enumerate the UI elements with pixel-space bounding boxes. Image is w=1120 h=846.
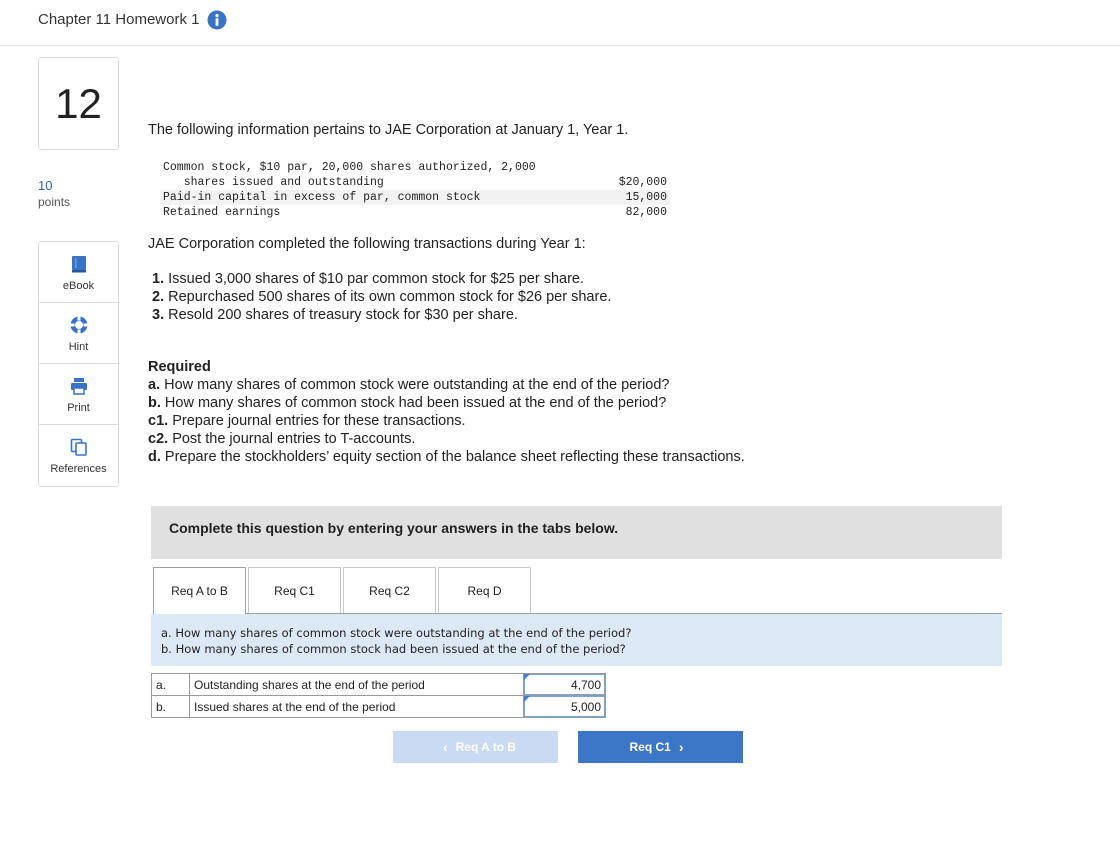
transactions-intro: JAE Corporation completed the following transactions during Year 1:: [148, 236, 586, 252]
tab-question-box: [151, 614, 1002, 666]
instruction-banner: [151, 506, 1002, 559]
references-label: References: [50, 463, 107, 475]
top-bar: [0, 0, 1120, 46]
hint-icon: [69, 315, 89, 335]
references-button[interactable]: [39, 425, 118, 486]
info-icon[interactable]: [207, 10, 227, 30]
balance-amount: 15,000: [625, 191, 667, 204]
row-description: Issued shares at the end of the period: [190, 696, 524, 718]
tab-req-c2[interactable]: Req C2: [343, 567, 436, 614]
tools-panel: [38, 241, 119, 487]
print-button[interactable]: [39, 364, 118, 425]
row-letter: a.: [152, 674, 190, 696]
table-row: [152, 696, 606, 718]
list-item: a. How many shares of common stock were outstanding at the end of the period?: [148, 377, 670, 393]
balance-row: [160, 160, 670, 175]
balance-label: Retained earnings: [163, 206, 281, 219]
balance-row: [160, 205, 670, 220]
required-heading: Required: [148, 359, 211, 375]
chevron-left-icon: ‹: [442, 739, 448, 755]
balance-amount: $20,000: [618, 176, 667, 189]
answer-cell: [524, 696, 606, 718]
row-letter: b.: [152, 696, 190, 718]
answer-cell: [524, 674, 606, 696]
required-section: [148, 358, 745, 466]
previous-button-label: Req A to B: [455, 740, 517, 754]
ebook-label: eBook: [62, 280, 95, 292]
print-icon: [69, 376, 89, 396]
references-icon: [69, 437, 89, 457]
instruction-text: Complete this question by entering your answers in the tabs below.: [169, 520, 619, 536]
tab-question-line: b. How many shares of common stock had been issued at the end of the period?: [161, 642, 626, 656]
opening-balances-table: [160, 160, 670, 220]
assignment-title: Chapter 11 Homework 1: [38, 11, 200, 28]
balance-label: Common stock, $10 par, 20,000 shares authorized, 2,000: [163, 161, 536, 174]
cell-marker-icon: [524, 696, 530, 702]
ebook-icon: [69, 254, 89, 274]
hint-button[interactable]: [39, 303, 118, 364]
tab-req-d[interactable]: Req D: [438, 567, 531, 614]
question-number-box: [38, 57, 119, 150]
balance-label: Paid-in capital in excess of par, common stock: [163, 191, 481, 204]
list-item: b. How many shares of common stock had been issued at the end of the period?: [148, 395, 667, 411]
ebook-button[interactable]: [39, 242, 118, 303]
chevron-right-icon: ›: [678, 739, 684, 755]
transactions-list: [152, 270, 611, 324]
tab-req-c1[interactable]: Req C1: [248, 567, 341, 614]
next-requirement-button[interactable]: [578, 731, 743, 763]
answer-table: [151, 673, 606, 718]
balance-row: [160, 175, 670, 190]
tab-question-line: a. How many shares of common stock were outstanding at the end of the period?: [161, 626, 632, 640]
points-label: points: [38, 195, 71, 209]
outstanding-shares-input[interactable]: [524, 674, 605, 695]
cell-marker-icon: [524, 674, 530, 680]
list-item: d. Prepare the stockholders’ equity section of the balance sheet reflecting these transactions.: [148, 449, 745, 465]
tab-req-a-to-b[interactable]: Req A to B: [153, 567, 246, 614]
previous-requirement-button[interactable]: [393, 731, 558, 763]
balance-amount: 82,000: [625, 206, 667, 219]
print-label: Print: [67, 402, 90, 414]
list-item: 3. Resold 200 shares of treasury stock for $30 per share.: [152, 307, 518, 323]
requirement-tabs: [153, 567, 533, 614]
hint-label: Hint: [68, 341, 89, 353]
balance-label: shares issued and outstanding: [163, 176, 384, 189]
question-number: 12: [55, 79, 102, 127]
balance-row: [160, 190, 670, 205]
row-description: Outstanding shares at the end of the period: [190, 674, 524, 696]
list-item: c1. Prepare journal entries for these transactions.: [148, 413, 466, 429]
list-item: 2. Repurchased 500 shares of its own common stock for $26 per share.: [152, 289, 612, 305]
next-button-label: Req C1: [629, 740, 671, 754]
table-row: [152, 674, 606, 696]
list-item: c2. Post the journal entries to T-accounts.: [148, 431, 416, 447]
issued-shares-input[interactable]: [524, 696, 605, 717]
list-item: 1. Issued 3,000 shares of $10 par common stock for $25 per share.: [152, 271, 585, 287]
points-value: 10: [38, 178, 53, 193]
balance-amount: [597, 160, 667, 175]
problem-intro: The following information pertains to JAE Corporation at January 1, Year 1.: [148, 122, 629, 138]
